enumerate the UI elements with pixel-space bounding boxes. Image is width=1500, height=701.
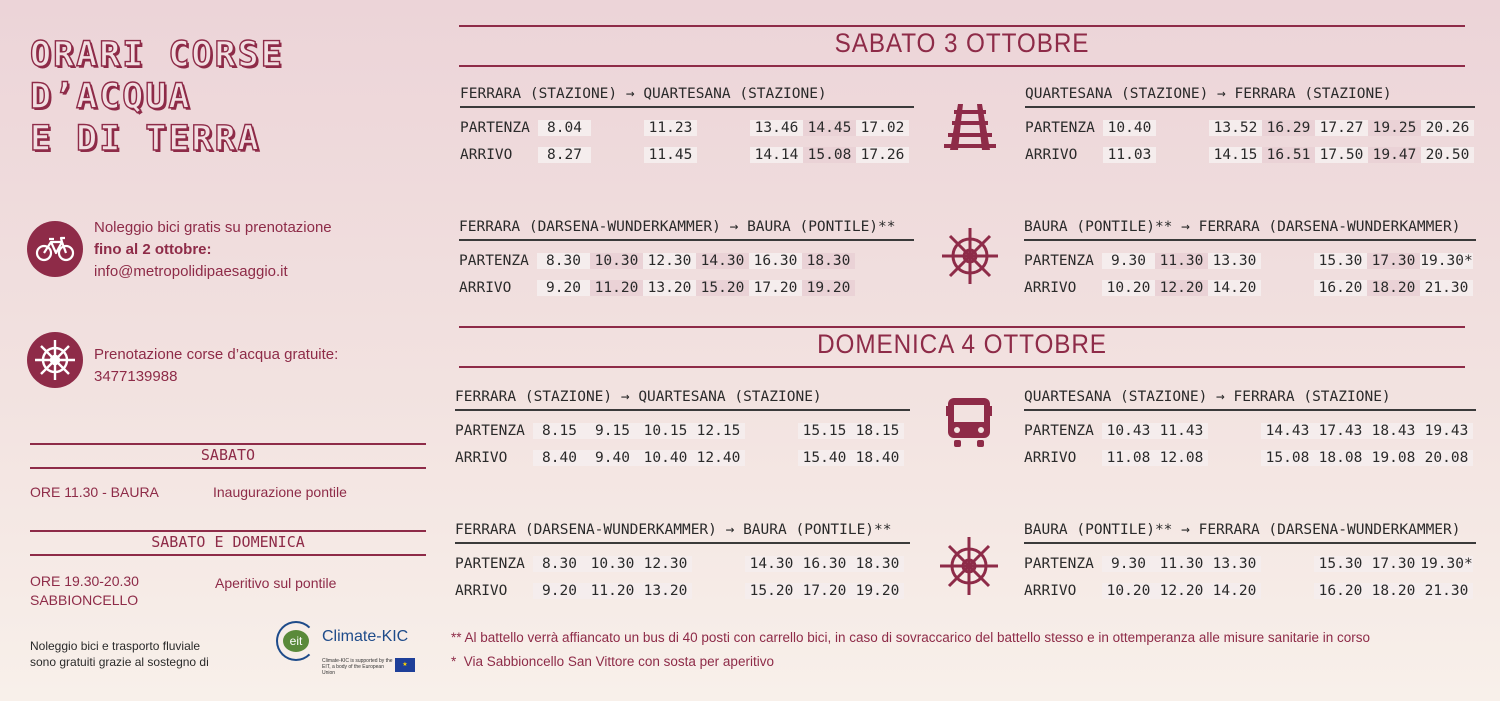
time-cell: 14.43 (1261, 423, 1314, 439)
time-cell: 17.20 (798, 583, 851, 599)
time-cell: 9.40 (586, 450, 639, 466)
time-cell: 14.45 (803, 120, 856, 136)
time-cell: 20.08 (1420, 450, 1473, 466)
poster-title: ORARI CORSE D’ACQUA E DI TERRA (30, 35, 284, 159)
time-cell: 15.08 (803, 147, 856, 163)
event-section-weekend: SABATO E DOMENICA (30, 530, 426, 556)
time-cell: 16.30 (798, 556, 851, 572)
bus-icon (946, 396, 992, 453)
time-cell: 15.30 (1314, 253, 1367, 269)
time-cell: 12.15 (692, 423, 745, 439)
arrival-row (1024, 444, 1476, 471)
event-time-place: ORE 19.30-20.30 SABBIONCELLO (30, 573, 139, 608)
eu-flag-icon: ★ (395, 658, 415, 672)
time-cell: 9.15 (586, 423, 639, 439)
bicycle-icon (27, 221, 83, 277)
departure-label: PARTENZA (1024, 252, 1094, 269)
time-cell: 15.20 (696, 280, 749, 296)
time-cell: 17.30 (1367, 556, 1420, 572)
time-cell: 11.20 (586, 583, 639, 599)
arrival-row (1024, 274, 1476, 301)
event-desc: Inaugurazione pontile (213, 484, 347, 500)
departure-label: PARTENZA (455, 422, 525, 439)
time-cell: 10.40 (639, 450, 692, 466)
time-cell: 10.43 (1102, 423, 1155, 439)
time-cell: 19.25 (1368, 120, 1421, 136)
time-cell: 19.47 (1368, 147, 1421, 163)
time-cell: 15.20 (745, 583, 798, 599)
time-cell: 19.30* (1420, 252, 1473, 269)
bike-rental-info: Noleggio bici gratis su prenotazione fino al 2 ottobre: info@metropolidipaesaggio.it (94, 217, 332, 283)
time-cell: 8.04 (538, 120, 591, 136)
time-cell: 16.20 (1314, 583, 1367, 599)
departure-row (1024, 550, 1476, 577)
route-header: FERRARA (STAZIONE) → QUARTESANA (STAZIONE) (455, 387, 910, 411)
time-cell: 16.20 (1314, 280, 1367, 296)
time-cell: 8.27 (538, 147, 591, 163)
time-cell: 10.40 (1103, 120, 1156, 136)
departure-row (1024, 417, 1476, 444)
train-track-icon (944, 104, 996, 155)
time-cell: 17.26 (856, 147, 909, 163)
time-cell: 11.23 (644, 120, 697, 136)
time-cell: 11.45 (644, 147, 697, 163)
time-cell: 19.08 (1367, 450, 1420, 466)
time-cell: 11.20 (590, 280, 643, 296)
time-cell: 12.40 (692, 450, 745, 466)
timetable-sat-train-fe-qu (460, 84, 914, 168)
arrival-row (460, 141, 914, 168)
time-cell: 18.40 (851, 450, 904, 466)
time-cell: 14.30 (696, 253, 749, 269)
time-cell: 18.20 (1367, 280, 1420, 296)
time-cell: 8.40 (533, 450, 586, 466)
time-cell: 19.20 (802, 280, 855, 296)
departure-label: PARTENZA (1024, 555, 1094, 572)
arrival-label: ARRIVO (1024, 279, 1077, 296)
time-cell: 15.30 (1314, 556, 1367, 572)
time-cell: 17.43 (1314, 423, 1367, 439)
time-cell: 11.08 (1102, 450, 1155, 466)
departure-row (459, 247, 914, 274)
timetable-sat-train-qu-fe (1025, 84, 1475, 168)
arrival-row (459, 274, 914, 301)
time-cell: 11.30 (1155, 253, 1208, 269)
time-cell: 19.30* (1420, 555, 1473, 572)
footnote-bus: ** Al battello verrà affiancato un bus di 40 posti con carrello bici, in caso di sovraccarico del battello stesso e in ottemperanza alle misure sanitarie in corso (451, 630, 1370, 645)
time-cell: 9.30 (1102, 253, 1155, 269)
time-cell: 15.15 (798, 423, 851, 439)
time-cell: 12.20 (1155, 280, 1208, 296)
timetable-sun-boat-ba-fe (1024, 520, 1476, 604)
time-cell: 18.20 (1367, 583, 1420, 599)
arrival-label: ARRIVO (459, 279, 512, 296)
timetable-sat-boat-ba-fe (1024, 217, 1476, 301)
time-cell: 16.51 (1262, 147, 1315, 163)
time-cell: 13.30 (1208, 253, 1261, 269)
departure-row (455, 417, 910, 444)
day-header-sunday: DOMENICA 4 OTTOBRE (459, 326, 1465, 368)
time-cell: 17.02 (856, 120, 909, 136)
time-cell: 20.50 (1421, 147, 1474, 163)
time-cell: 16.29 (1262, 120, 1315, 136)
timetable-sun-boat-fe-ba (455, 520, 910, 604)
route-header: BAURA (PONTILE)** → FERRARA (DARSENA-WUNDERKAMMER) (1024, 520, 1476, 544)
event-section-sabato: SABATO (30, 443, 426, 469)
time-cell: 14.20 (1208, 280, 1261, 296)
time-cell: 18.30 (802, 253, 855, 269)
time-cell: 12.30 (643, 253, 696, 269)
time-cell: 20.26 (1421, 120, 1474, 136)
time-cell: 12.30 (639, 556, 692, 572)
time-cell: 19.20 (851, 583, 904, 599)
bike-email-link[interactable]: info@metropolidipaesaggio.it (94, 263, 288, 280)
event-desc: Aperitivo sul pontile (215, 575, 337, 591)
departure-label: PARTENZA (460, 119, 530, 136)
route-header: QUARTESANA (STAZIONE) → FERRARA (STAZIONE) (1024, 387, 1476, 411)
time-cell: 14.20 (1208, 583, 1261, 599)
time-cell: 17.50 (1315, 147, 1368, 163)
boat-booking-info: Prenotazione corse d’acqua gratuite: 3477139988 (94, 344, 338, 388)
footnote-aperitivo: * Via Sabbioncello San Vittore con sosta per aperitivo (451, 654, 774, 669)
time-cell: 21.30 (1420, 583, 1473, 599)
time-cell: 10.30 (590, 253, 643, 269)
sponsor-text: Noleggio bici e trasporto fluviale sono gratuiti grazie al sostegno di (30, 639, 209, 669)
time-cell: 14.30 (745, 556, 798, 572)
time-cell: 17.27 (1315, 120, 1368, 136)
ship-wheel-icon (938, 226, 1002, 291)
time-cell: 13.20 (639, 583, 692, 599)
timetable-sun-bus-fe-qu (455, 387, 910, 471)
time-cell: 10.20 (1102, 583, 1155, 599)
time-cell: 16.30 (749, 253, 802, 269)
time-cell: 17.30 (1367, 253, 1420, 269)
time-cell: 14.14 (750, 147, 803, 163)
time-cell: 8.30 (533, 556, 586, 572)
time-cell: 11.43 (1155, 423, 1208, 439)
departure-label: PARTENZA (459, 252, 529, 269)
time-cell: 18.30 (851, 556, 904, 572)
timetable-sat-boat-fe-ba (459, 217, 914, 301)
arrival-label: ARRIVO (455, 582, 508, 599)
departure-row (1024, 247, 1476, 274)
time-cell: 13.46 (750, 120, 803, 136)
time-cell: 21.30 (1420, 280, 1473, 296)
time-cell: 15.08 (1261, 450, 1314, 466)
time-cell: 15.40 (798, 450, 851, 466)
departure-label: PARTENZA (1024, 422, 1094, 439)
climate-kic-logo: eit Climate-KIC Climate-KIC is supported by the EIT, a body of the European Union ★ (276, 621, 426, 677)
boat-booking-phone[interactable]: 3477139988 (94, 368, 178, 385)
time-cell: 11.03 (1103, 147, 1156, 163)
day-header-saturday: SABATO 3 OTTOBRE (459, 25, 1465, 67)
time-cell: 18.43 (1367, 423, 1420, 439)
departure-label: PARTENZA (455, 555, 525, 572)
time-cell: 19.43 (1420, 423, 1473, 439)
route-header: BAURA (PONTILE)** → FERRARA (DARSENA-WUNDERKAMMER) (1024, 217, 1476, 241)
time-cell: 9.20 (533, 583, 586, 599)
departure-label: PARTENZA (1025, 119, 1095, 136)
arrival-label: ARRIVO (455, 449, 508, 466)
arrival-row (1024, 577, 1476, 604)
event-time: ORE 11.30 - BAURA (30, 484, 159, 500)
departure-row (455, 550, 910, 577)
time-cell: 10.15 (639, 423, 692, 439)
time-cell: 13.20 (643, 280, 696, 296)
departure-row (1025, 114, 1475, 141)
arrival-label: ARRIVO (1024, 449, 1077, 466)
route-header: FERRARA (STAZIONE) → QUARTESANA (STAZIONE) (460, 84, 914, 108)
time-cell: 8.30 (537, 253, 590, 269)
time-cell: 12.08 (1155, 450, 1208, 466)
time-cell: 9.30 (1102, 556, 1155, 572)
time-cell: 13.30 (1208, 556, 1261, 572)
time-cell: 10.30 (586, 556, 639, 572)
time-cell: 11.30 (1155, 556, 1208, 572)
time-cell: 18.08 (1314, 450, 1367, 466)
time-cell: 8.15 (533, 423, 586, 439)
route-header: QUARTESANA (STAZIONE) → FERRARA (STAZIONE) (1025, 84, 1475, 108)
arrival-label: ARRIVO (460, 146, 513, 163)
time-cell: 10.20 (1102, 280, 1155, 296)
arrival-row (455, 444, 910, 471)
departure-row (460, 114, 914, 141)
time-cell: 17.20 (749, 280, 802, 296)
arrival-row (1025, 141, 1475, 168)
timetable-sun-bus-qu-fe (1024, 387, 1476, 471)
time-cell: 12.20 (1155, 583, 1208, 599)
time-cell: 14.15 (1209, 147, 1262, 163)
ship-wheel-icon (27, 332, 83, 388)
arrival-row (455, 577, 910, 604)
route-header: FERRARA (DARSENA-WUNDERKAMMER) → BAURA (PONTILE)** (459, 217, 914, 241)
time-cell: 9.20 (537, 280, 590, 296)
route-header: FERRARA (DARSENA-WUNDERKAMMER) → BAURA (PONTILE)** (455, 520, 910, 544)
ship-wheel-icon (937, 535, 1001, 602)
arrival-label: ARRIVO (1024, 582, 1077, 599)
time-cell: 18.15 (851, 423, 904, 439)
time-cell: 13.52 (1209, 120, 1262, 136)
arrival-label: ARRIVO (1025, 146, 1078, 163)
